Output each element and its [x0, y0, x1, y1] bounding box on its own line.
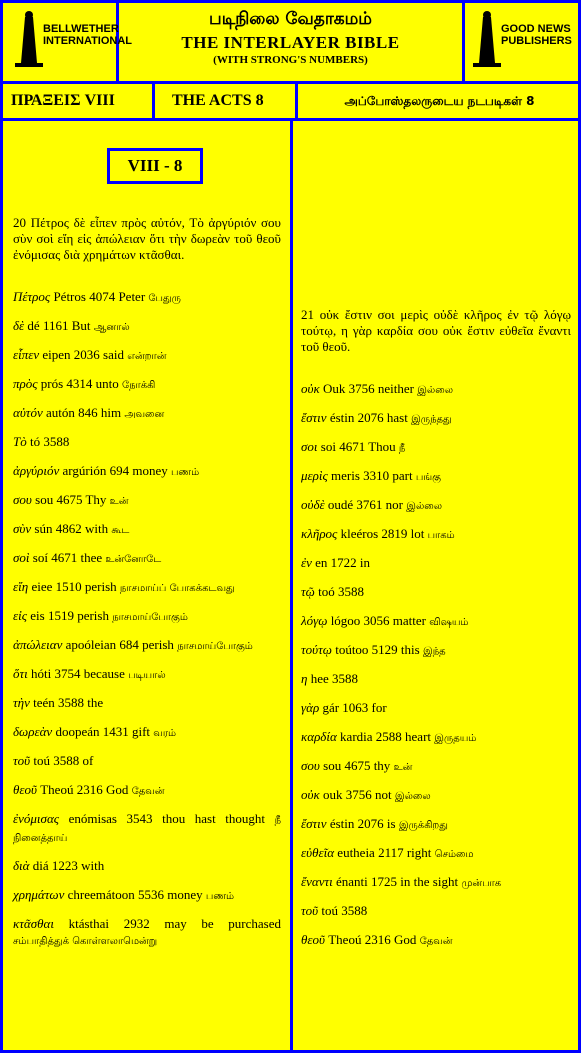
- left-column: [13, 215, 281, 961]
- greek-word: σοὶ: [13, 550, 30, 565]
- word-gloss: ouk 3756 not: [322, 787, 392, 802]
- greek-word: αὐτόν: [13, 405, 43, 420]
- word-entry: [301, 845, 571, 863]
- word-entry: [301, 526, 571, 544]
- tamil-gloss: நாசமாய்போகும்: [177, 641, 253, 652]
- greek-word: γὰρ: [301, 700, 320, 715]
- word-entry: [13, 463, 281, 481]
- greek-word: σοι: [301, 439, 318, 454]
- word-entry: [13, 666, 281, 684]
- bellwether-logo: [3, 3, 133, 81]
- greek-word: δὲ: [13, 318, 25, 333]
- word-entry: [13, 347, 281, 365]
- bellwether-logo-text: BELLWETHER INTERNATIONAL: [43, 23, 133, 47]
- word-entry: [301, 555, 571, 573]
- column-divider: [290, 121, 293, 1053]
- word-gloss: énanti 1725 in the sight: [336, 874, 459, 889]
- word-entry: [13, 753, 281, 771]
- tamil-gloss: கூட: [111, 525, 130, 536]
- tamil-gloss: வரம்: [153, 728, 177, 739]
- word-gloss: sou 4675 thy: [323, 758, 391, 773]
- word-gloss: gár 1063 for: [322, 700, 387, 715]
- word-entry: [301, 439, 571, 457]
- tamil-gloss: நாசமாய்ப் போகக்கடவது: [119, 583, 235, 594]
- goodnews-logo-text: GOOD NEWS PUBLISHERS: [501, 23, 572, 47]
- tamil-gloss: விஷயம்: [429, 617, 469, 628]
- greek-word: κλῆρος: [301, 526, 338, 541]
- word-entry: [13, 376, 281, 394]
- word-gloss: soí 4671 thee: [32, 550, 103, 565]
- word-gloss: sún 4862 with: [34, 521, 109, 536]
- tamil-gloss: முன்பாக: [461, 878, 502, 889]
- greek-word: εἴη: [13, 579, 29, 594]
- chapter-label: VIII - 8: [107, 148, 203, 184]
- word-gloss: toú 3588: [321, 903, 368, 918]
- word-entry: [13, 434, 281, 452]
- word-entry: [301, 410, 571, 428]
- word-entry: [13, 782, 281, 800]
- greek-word: τούτῳ: [301, 642, 332, 657]
- word-entry: [301, 787, 571, 805]
- tamil-gloss: சம்பாதித்துக் கொள்ளலாமென்று: [13, 936, 158, 947]
- greek-word: σου: [301, 758, 320, 773]
- greek-word: εἰς: [13, 608, 28, 623]
- greek-word: ἔστιν: [301, 816, 327, 831]
- right-column: [301, 307, 571, 961]
- word-entry: [301, 497, 571, 515]
- word-gloss: tó 3588: [29, 434, 70, 449]
- word-entry: [13, 289, 281, 307]
- word-entry: [301, 903, 571, 921]
- tamil-gloss: இருக்கிறது: [398, 820, 448, 831]
- word-gloss: dé 1161 But: [27, 318, 91, 333]
- tamil-gloss: உன்: [393, 762, 413, 773]
- word-entry: [13, 405, 281, 423]
- greek-word: λόγῳ: [301, 613, 328, 628]
- title: THE INTERLAYER BIBLE: [181, 33, 400, 52]
- greek-word: ἐν: [301, 555, 312, 570]
- word-gloss: Theoú 2316 God: [328, 932, 417, 947]
- word-gloss: kardia 2588 heart: [340, 729, 432, 744]
- tamil-gloss: தேவன்: [419, 936, 453, 947]
- word-entry: [13, 521, 281, 539]
- word-gloss: ktásthai 2932 may be purchased: [68, 916, 281, 931]
- greek-word: μερὶς: [301, 468, 328, 483]
- word-gloss: argúrión 694 money: [62, 463, 168, 478]
- goodnews-logo: [462, 3, 578, 81]
- tamil-gloss: என்றான்: [127, 351, 167, 362]
- title-tamil: படிநிலை வேதாகமம்: [209, 9, 372, 29]
- word-gloss: doореán 1431 gift: [55, 724, 151, 739]
- tamil-gloss: இல்லை: [417, 385, 453, 396]
- book-greek: ΠΡΑΞΕΙΣ VIII: [3, 84, 155, 118]
- tamil-gloss: இல்லை: [394, 791, 431, 802]
- word-gloss: diá 1223 with: [32, 858, 105, 873]
- greek-word: οὐδὲ: [301, 497, 325, 512]
- word-gloss: en 1722 in: [315, 555, 371, 570]
- word-entry: [301, 729, 571, 747]
- word-entry: [13, 811, 281, 847]
- tamil-gloss: செம்மை: [434, 849, 474, 860]
- greek-word: ἀργύριόν: [13, 463, 60, 478]
- word-entry: [13, 579, 281, 597]
- greek-word: Τὸ: [13, 434, 27, 449]
- tamil-gloss: அவனை: [124, 409, 165, 420]
- word-gloss: Pétros 4074 Peter: [53, 289, 146, 304]
- word-entry: [13, 858, 281, 876]
- tamil-gloss: இருந்தது: [411, 414, 452, 425]
- word-entry: [301, 700, 571, 718]
- word-gloss: enómisas 3543 thou hast thought: [68, 811, 266, 826]
- word-gloss: Theoú 2316 God: [40, 782, 129, 797]
- tamil-gloss: பேதுரு: [148, 293, 181, 304]
- title-box: [119, 3, 462, 81]
- verse-21: 21 οὐκ ἔστιν σοι μερὶς οὐδὲ κλῆρος ἐν τῷ λόγῳ τούτῳ, η γὰρ καρδία σου οὐκ ἔστιν εὐθεῖα ἔναντι τοῦ θεοῦ.: [301, 307, 571, 354]
- greek-word: πρὸς: [13, 376, 38, 391]
- greek-word: διὰ: [13, 858, 30, 873]
- word-entry: [13, 492, 281, 510]
- greek-word: ἀπώλειαν: [13, 637, 63, 652]
- word-entry: [301, 468, 571, 486]
- word-entry: [301, 816, 571, 834]
- word-gloss: hee 3588: [310, 671, 358, 686]
- word-entry: [301, 613, 571, 631]
- word-entry: [13, 608, 281, 626]
- tamil-gloss: இருதயம்: [434, 733, 477, 744]
- greek-word: οὐκ: [301, 787, 320, 802]
- word-gloss: apoóleian 684 perish: [65, 637, 174, 652]
- word-gloss: Ouk 3756 neither: [322, 381, 414, 396]
- word-entry: [301, 381, 571, 399]
- word-entry: [301, 584, 571, 602]
- word-gloss: lógoo 3056 matter: [330, 613, 427, 628]
- word-gloss: autón 846 him: [45, 405, 122, 420]
- word-entry: [13, 916, 281, 950]
- tamil-gloss: படியால்: [128, 670, 166, 681]
- greek-word: τοῦ: [301, 903, 319, 918]
- tamil-gloss: பணம்: [205, 891, 235, 902]
- tamil-gloss: இந்த: [422, 646, 446, 657]
- word-gloss: oudé 3761 nor: [327, 497, 403, 512]
- greek-word: οὐκ: [301, 381, 320, 396]
- word-gloss: meris 3310 part: [331, 468, 413, 483]
- word-entry: [13, 695, 281, 713]
- word-gloss: eutheia 2117 right: [337, 845, 432, 860]
- greek-word: εὐθεῖα: [301, 845, 335, 860]
- tamil-gloss: பணம்: [170, 467, 200, 478]
- greek-word: θεοῦ: [13, 782, 37, 797]
- header: [3, 3, 578, 84]
- word-gloss: eiee 1510 perish: [31, 579, 117, 594]
- word-gloss: chreemátoon 5536 money: [67, 887, 203, 902]
- tamil-gloss: தேவன்: [131, 786, 165, 797]
- greek-word: δωρεὰν: [13, 724, 53, 739]
- word-entry: [301, 671, 571, 689]
- greek-word: καρδία: [301, 729, 337, 744]
- greek-word: κτᾶσθαι: [13, 916, 54, 931]
- tamil-gloss: உன்னோடே: [105, 554, 162, 565]
- tamil-gloss: இல்லை: [406, 501, 443, 512]
- tamil-gloss: நீ: [398, 443, 406, 454]
- word-gloss: toú 3588 of: [33, 753, 94, 768]
- word-entry: [13, 318, 281, 336]
- word-gloss: prós 4314 unto: [40, 376, 119, 391]
- subheader: [3, 84, 578, 121]
- left-word-list: [13, 289, 281, 950]
- greek-word: θεοῦ: [301, 932, 325, 947]
- word-gloss: soi 4671 Thou: [320, 439, 396, 454]
- tamil-gloss: பங்கு: [415, 472, 441, 483]
- word-gloss: sou 4675 Thy: [35, 492, 107, 507]
- right-word-list: [301, 381, 571, 950]
- word-entry: [13, 637, 281, 655]
- subtitle: (WITH STRONG'S NUMBERS): [213, 54, 368, 66]
- word-gloss: teén 3588 the: [33, 695, 104, 710]
- word-gloss: toútoo 5129 this: [335, 642, 420, 657]
- greek-word: ἔστιν: [301, 410, 327, 425]
- greek-word: σου: [13, 492, 32, 507]
- tamil-gloss: ஆனால்: [93, 322, 130, 333]
- greek-word: τοῦ: [13, 753, 31, 768]
- word-entry: [301, 642, 571, 660]
- tamil-gloss: நாசமாய்போகும்: [112, 612, 188, 623]
- greek-word: ἔναντι: [301, 874, 333, 889]
- book-english: THE ACTS 8: [158, 84, 298, 118]
- greek-word: ἐνόμισας: [13, 811, 60, 826]
- greek-word: Πέτρος: [13, 289, 51, 304]
- word-gloss: toó 3588: [318, 584, 364, 599]
- greek-word: χρημάτων: [13, 887, 65, 902]
- tamil-gloss: பாகம்: [427, 530, 455, 541]
- word-gloss: éstin 2076 hast: [329, 410, 408, 425]
- word-entry: [301, 874, 571, 892]
- word-gloss: hóti 3754 because: [31, 666, 125, 681]
- word-entry: [13, 550, 281, 568]
- word-entry: [13, 724, 281, 742]
- tamil-gloss: நோக்கி: [122, 380, 156, 391]
- word-entry: [301, 932, 571, 950]
- word-gloss: eis 1519 perish: [30, 608, 109, 623]
- verse-20: 20 Πέτρος δὲ εἶπεν πρὸς αὐτόν, Τὸ ἀργύριόν σου σὺν σοὶ εἴη εἰς ἀπώλειαν ὅτι τὴν δωρεὰν τοῦ θεοῦ ἐνόμισας διὰ χρημάτων κτᾶσθαι.: [13, 215, 281, 262]
- word-gloss: éstin 2076 is: [329, 816, 396, 831]
- greek-word: ὅτι: [13, 666, 28, 681]
- word-entry: [301, 758, 571, 776]
- greek-word: η: [301, 671, 308, 686]
- word-gloss: eipen 2036 said: [42, 347, 124, 362]
- word-entry: [13, 887, 281, 905]
- book-tamil: அப்போஸ்தலருடைய நடபடிகள் 8: [344, 94, 535, 108]
- word-gloss: kleéros 2819 lot: [340, 526, 425, 541]
- tamil-gloss: உன்: [109, 496, 129, 507]
- greek-word: εἶπεν: [13, 347, 40, 362]
- greek-word: τὴν: [13, 695, 30, 710]
- greek-word: τῷ: [301, 584, 315, 599]
- tamil-gloss: நீ நினைத்தாய்: [13, 815, 281, 844]
- greek-word: σὺν: [13, 521, 32, 536]
